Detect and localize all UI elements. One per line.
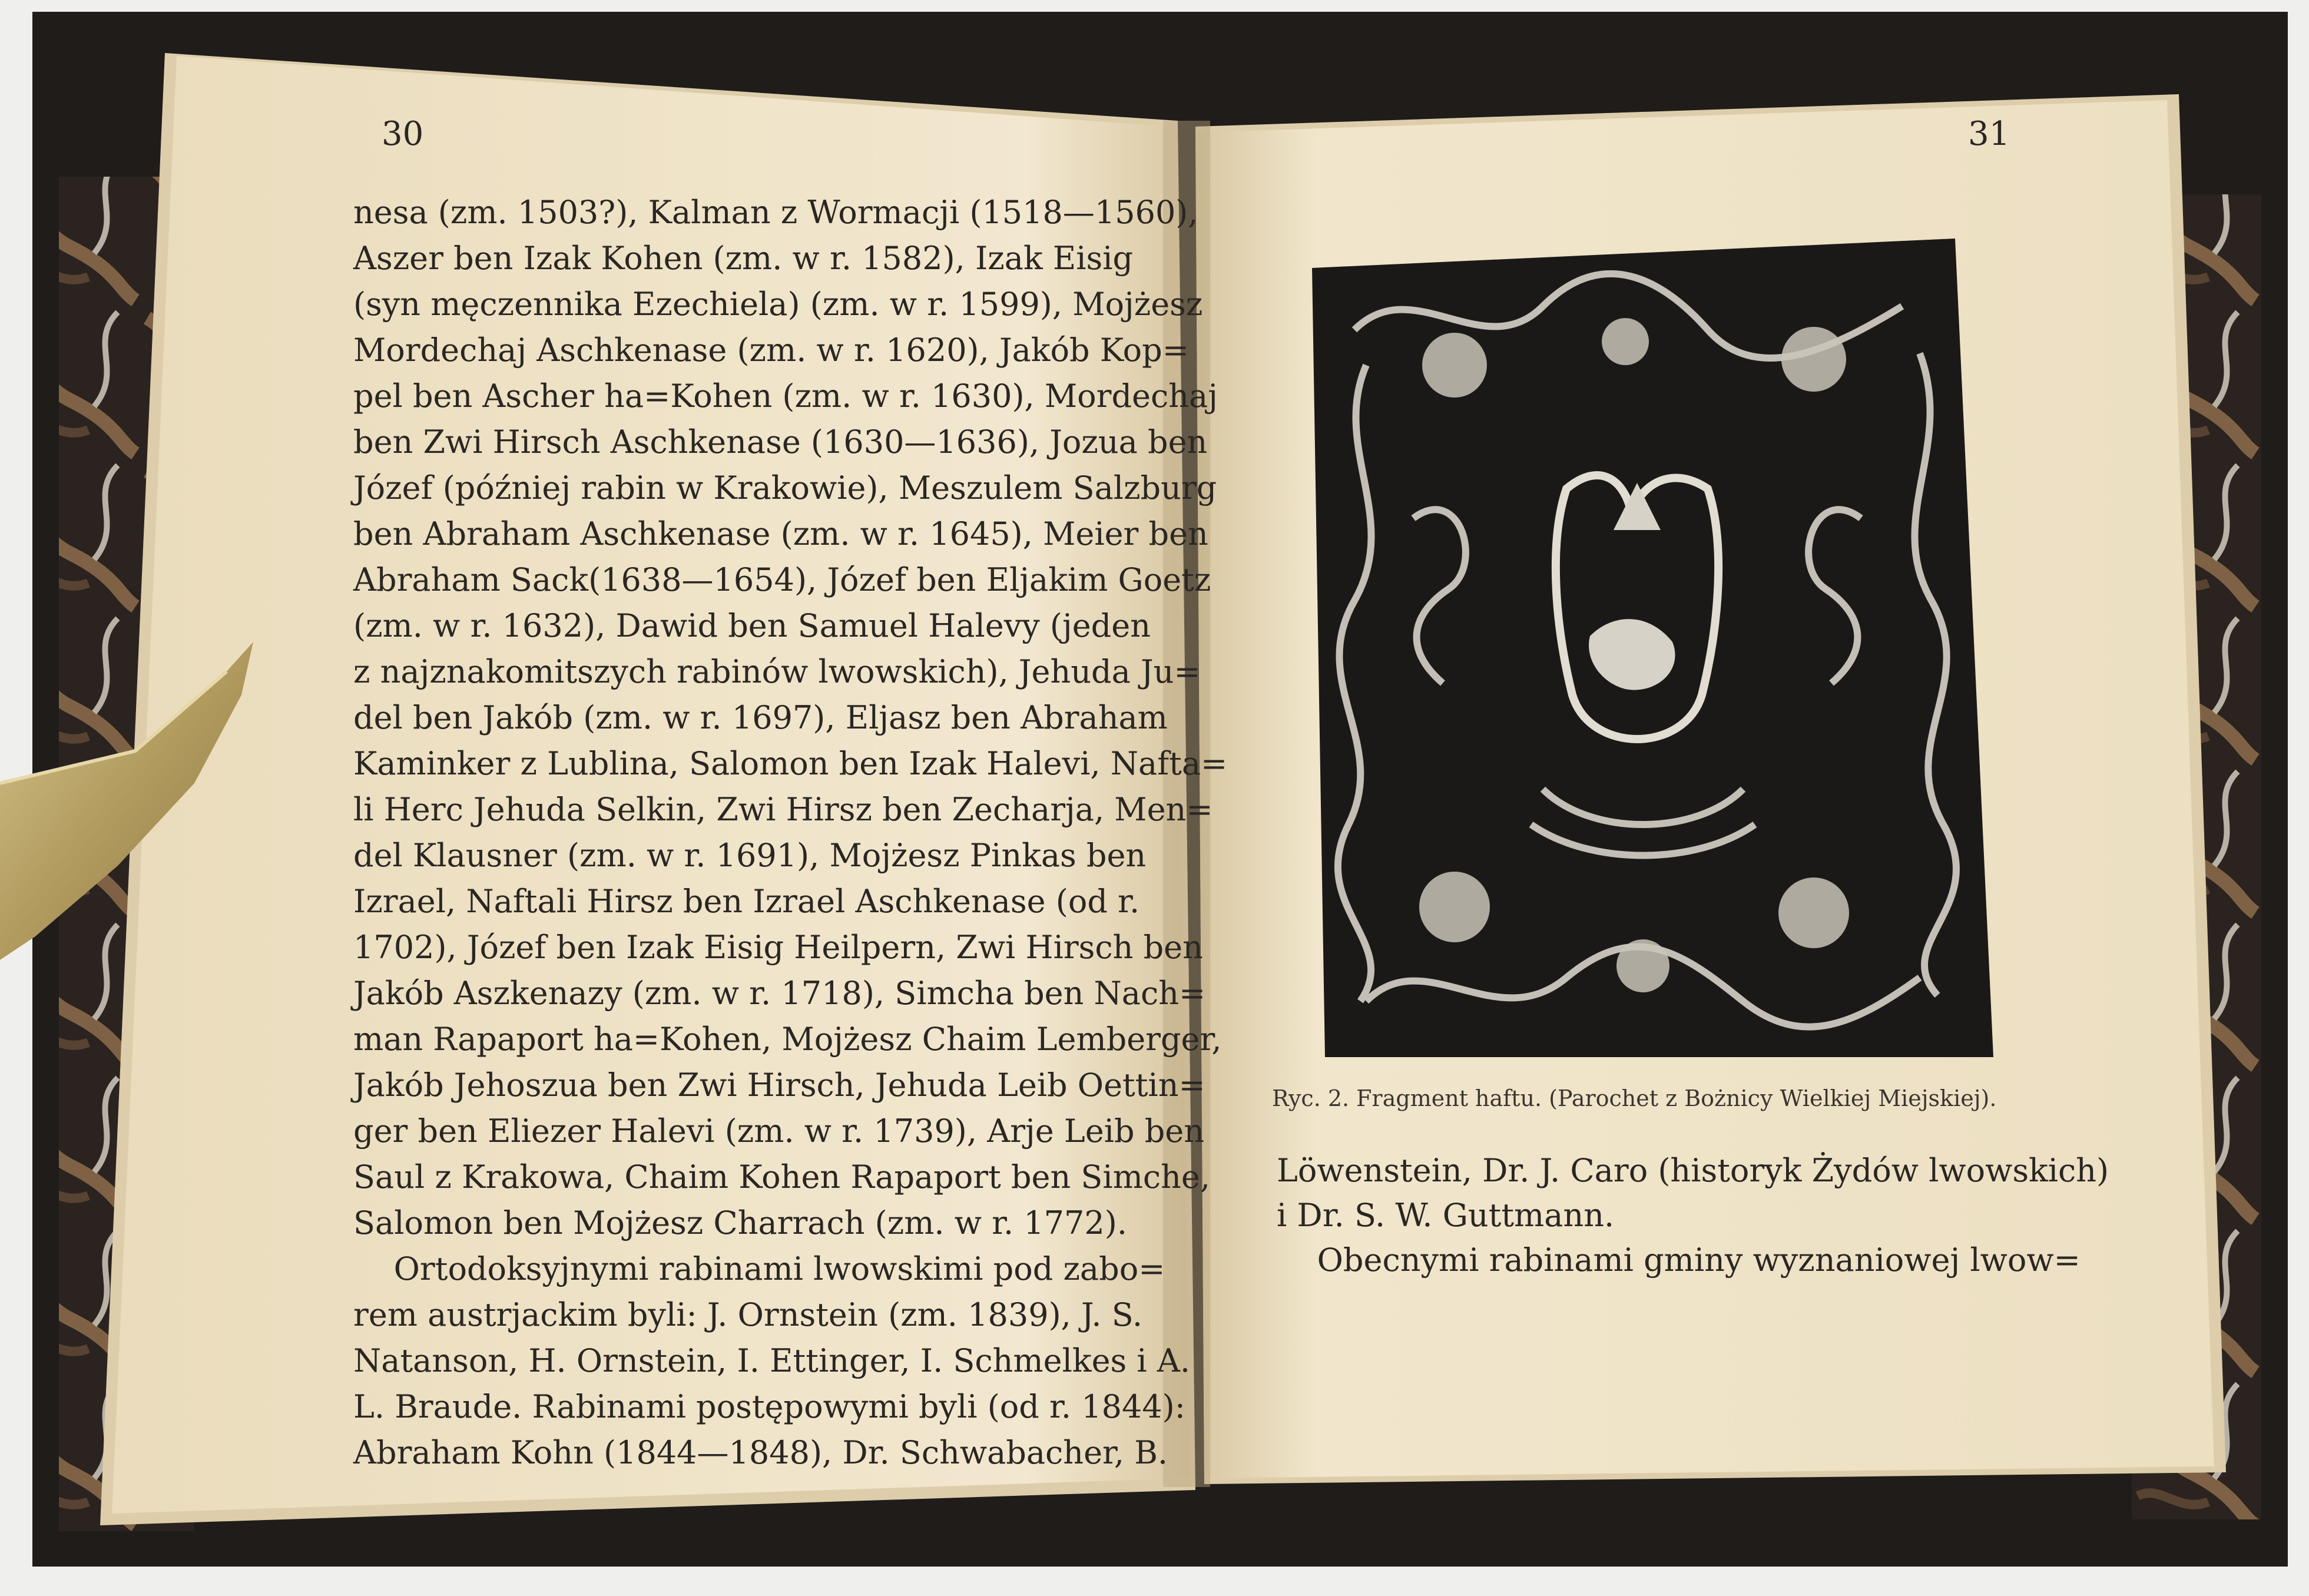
text-line: ger ben Eliezer Halevi (zm. w r. 1739), Arje Leib ben — [353, 1112, 1205, 1150]
text-line: (syn męczennika Ezechiela) (zm. w r. 1599), Mojżesz — [353, 286, 1203, 323]
text-line: Ortodoksyjnymi rabinami lwowskimi pod zabo= — [353, 1250, 1165, 1287]
text-line: Józef (później rabin w Krakowie), Meszulem Salzburg — [353, 469, 1217, 506]
text-line: Natanson, H. Ornstein, I. Ettinger, I. Schmelkes i A. — [353, 1342, 1191, 1379]
text-line: Löwenstein, Dr. J. Caro (historyk Żydów lwowskich) — [1277, 1152, 2109, 1189]
text-line: ben Abraham Aschkenase (zm. w r. 1645), Meier ben — [353, 515, 1208, 552]
text-line: (zm. w r. 1632), Dawid ben Samuel Halevy (jeden — [353, 607, 1151, 644]
text-line: del Klausner (zm. w r. 1691), Mojżesz Pinkas ben — [353, 837, 1147, 874]
right-page-text — [1277, 1148, 2109, 1283]
text-line: Jakób Aszkenazy (zm. w r. 1718), Simcha ben Nach= — [353, 975, 1206, 1012]
text-line: 1702), Józef ben Izak Eisig Heilpern, Zwi Hirsch ben — [353, 929, 1203, 966]
text-line: li Herc Jehuda Selkin, Zwi Hirsz ben Zecharja, Men= — [353, 791, 1213, 828]
text-line: Obecnymi rabinami gminy wyznaniowej lwow= — [1277, 1241, 2081, 1279]
text-line: Aszer ben Izak Kohen (zm. w r. 1582), Izak Eisig — [353, 240, 1134, 277]
left-page-text — [353, 190, 1227, 1476]
text-line: man Rapaport ha=Kohen, Mojżesz Chaim Lemberger, — [353, 1021, 1222, 1058]
text-line: pel ben Ascher ha=Kohen (zm. w r. 1630), Mordechaj — [353, 378, 1218, 415]
text-line: Abraham Kohn (1844—1848), Dr. Schwabacher, B. — [353, 1434, 1168, 1471]
left-page-number: 30 — [382, 115, 424, 153]
embroidery-illustration — [1312, 239, 1993, 1057]
text-line: rem austrjackim byli: J. Ornstein (zm. 1839), J. S. — [353, 1296, 1142, 1333]
text-line: Jakób Jehoszua ben Zwi Hirsch, Jehuda Leib Oettin= — [353, 1067, 1205, 1104]
text-line: Mordechaj Aschkenase (zm. w r. 1620), Jakób Kop= — [353, 332, 1189, 369]
text-line: del ben Jakób (zm. w r. 1697), Eljasz ben Abraham — [353, 699, 1168, 736]
text-line: Kaminker z Lublina, Salomon ben Izak Halevi, Nafta= — [353, 745, 1228, 782]
text-line: i Dr. S. W. Guttmann. — [1277, 1197, 1615, 1234]
text-line: Salomon ben Mojżesz Charrach (zm. w r. 1772). — [353, 1204, 1127, 1241]
text-line: Saul z Krakowa, Chaim Kohen Rapaport ben Simche, — [353, 1158, 1211, 1196]
text-line: nesa (zm. 1503?), Kalman z Wormacji (1518—1560), — [353, 194, 1198, 231]
text-line: ben Zwi Hirsch Aschkenase (1630—1636), Jozua ben — [353, 423, 1208, 461]
text-line: L. Braude. Rabinami postępowymi byli (od r. 1844): — [353, 1388, 1185, 1425]
text-line: Izrael, Naftali Hirsz ben Izrael Aschkenase (od r. — [353, 883, 1140, 920]
right-page-number: 31 — [1968, 115, 2010, 153]
text-line: z najznakomitszych rabinów lwowskich), Jehuda Ju= — [353, 653, 1201, 690]
figure-caption: Ryc. 2. Fragment haftu. (Parochet z Bożnicy Wielkiej Miejskiej). — [1272, 1085, 1997, 1111]
text-line: Abraham Sack(1638—1654), Józef ben Eljakim Goetz — [353, 561, 1211, 598]
